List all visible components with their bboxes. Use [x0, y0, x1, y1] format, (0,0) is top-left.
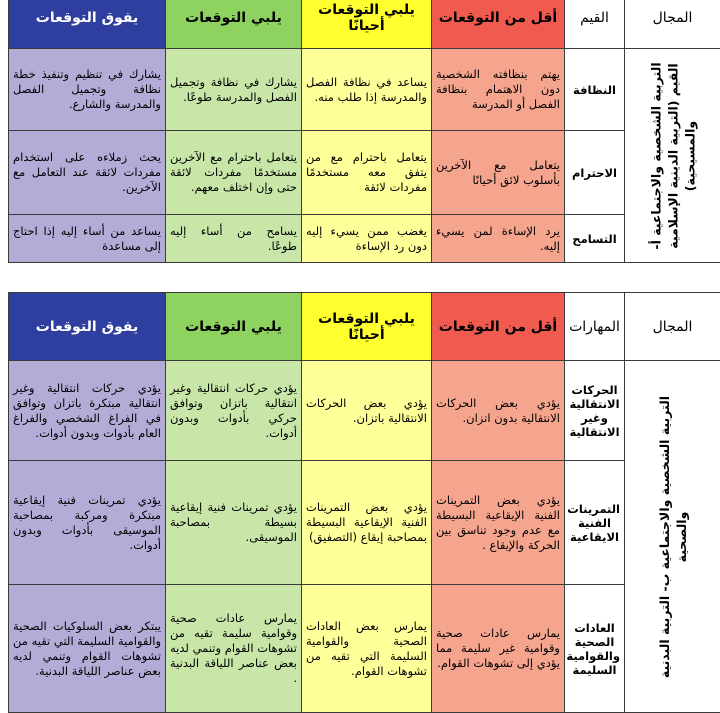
sometimes-cell: يمارس بعض العادات الصحية والقوامية السليمة التي تقيه من تشوهات القوام.	[302, 585, 432, 713]
meets-expectations-header: يلبي التوقعات	[166, 293, 302, 361]
table-row	[9, 461, 720, 585]
physical-education-rubric-table	[8, 292, 720, 713]
skill-cell: التسامح	[565, 215, 625, 263]
exceeds-cell: يؤدي حركات انتقالية وغير انتقالية مبتكرة باتزان وتوافق في الفراغ الشخصي والفراغ العام بأدوات وبدون أدوات.	[9, 361, 166, 461]
skill-cell: العادات الصحية والقوامية السليمة	[565, 585, 625, 713]
sometimes-cell: يتعامل باحترام مع من يتفق معه مستخدمًا مفردات لائقة	[302, 131, 432, 215]
skill-header: القيم	[565, 0, 625, 49]
meets-cell: يمارس عادات صحية وقوامية سليمة تقيه من تشوهات القوام وتنمي لديه بعض عناصر اللياقة البدنية .	[166, 585, 302, 713]
sometimes-cell: يؤدي بعض الحركات الانتقالية باتزان.	[302, 361, 432, 461]
exceeds-cell: يؤدي تمرينات فنية إيقاعية مبتكرة ومركبة بمصاحبة الموسيقى بأدوات وبدون أدوات.	[9, 461, 166, 585]
meets-cell: يتعامل باحترام مع الآخرين مستخدمًا مفردات لائقة حتى وإن اختلف معهم.	[166, 131, 302, 215]
below-cell: يؤدي بعض التمرينات الفنية الإيقاعية البسيطة مع عدم وجود تناسق بين الحركة والإيقاع .	[432, 461, 565, 585]
meets-expectations-header: يلبي التوقعات	[166, 0, 302, 49]
exceeds-cell: يساعد من أساء إليه إذا احتاج إلى مساعدة	[9, 215, 166, 263]
table-row	[9, 585, 720, 713]
values-rubric-table	[8, 0, 720, 263]
domain-header: المجال	[625, 0, 720, 49]
below-expectations-header: أقل من التوقعات	[432, 293, 565, 361]
meets-cell: يشارك في نظافة وتجميل الفصل والمدرسة طوعًا.	[166, 49, 302, 131]
exceeds-expectations-header: يفوق التوقعات	[9, 293, 166, 361]
below-cell: يتعامل مع الآخرين بأسلوب لائق أحيانًا	[432, 131, 565, 215]
table-row	[9, 361, 720, 461]
domain-cell	[625, 49, 720, 263]
below-cell: يمارس عادات صحية وقوامية غير سليمة مما يؤدي إلى تشوهات القوام.	[432, 585, 565, 713]
meets-cell: يؤدي تمرينات فنية إيقاعية بسيطة بمصاحبة الموسيقى.	[166, 461, 302, 585]
below-cell: يرد الإساءة لمن يسيء إليه.	[432, 215, 565, 263]
domain-header: المجال	[625, 293, 720, 361]
exceeds-cell: يحث زملاءه على استخدام مفردات لائقة عند التعامل مع الآخرين.	[9, 131, 166, 215]
meets-cell: يؤدي حركات انتقالية وغير انتقالية باتزان وتوافق حركي بأدوات وبدون أدوات.	[166, 361, 302, 461]
table-row	[9, 49, 720, 131]
skill-cell: النظافة	[565, 49, 625, 131]
header-row	[9, 293, 720, 361]
header-row	[9, 0, 720, 49]
domain-cell	[625, 361, 720, 713]
sometimes-cell: يساعد في نظافة الفصل والمدرسة إذا طلب منه.	[302, 49, 432, 131]
sometimes-cell: يغضب ممن يسيء إليه دون رد الإساءة	[302, 215, 432, 263]
below-cell: يهتم بنظافته الشخصية دون الاهتمام بنظافة الفصل أو المدرسة	[432, 49, 565, 131]
exceeds-cell: يشارك في تنظيم وتنفيذ خطة نظافة وتجميل الفصل والمدرسة والشارع.	[9, 49, 166, 131]
table-row	[9, 215, 720, 263]
skill-cell: الحركات الانتقالية وغير الانتقالية	[565, 361, 625, 461]
skill-header: المهارات	[565, 293, 625, 361]
below-expectations-header: أقل من التوقعات	[432, 0, 565, 49]
sometimes-cell: يؤدي بعض التمرينات الفنية الإيقاعية البسيطة بمصاحبة إيقاع (التصفيق)	[302, 461, 432, 585]
exceeds-cell: يبتكر بعض السلوكيات الصحية والقوامية السليمة التي تقيه من تشوهات القوام وتنمي لديه بعض عناصر اللياقة البدنية.	[9, 585, 166, 713]
table-row	[9, 131, 720, 215]
sometimes-meets-header: يلبي التوقعات أحيانًا	[302, 293, 432, 361]
skill-cell: التمرينات الفنية الايقاعية	[565, 461, 625, 585]
domain-label: التربية الشخصية والاجتماعية أ- القيم (التربية الدينية الإسلامية والمسيحية)	[647, 51, 698, 261]
meets-cell: يسامح من أساء إليه طوعًا.	[166, 215, 302, 263]
skill-cell: الاحترام	[565, 131, 625, 215]
sometimes-meets-header: يلبي التوقعات أحيانًا	[302, 0, 432, 49]
exceeds-expectations-header: يفوق التوقعات	[9, 0, 166, 49]
below-cell: يؤدي بعض الحركات الانتقالية بدون اتزان.	[432, 361, 565, 461]
domain-label: التربية الشخصية والاجتماعية ب- التربية البدنية والصحية	[656, 387, 690, 687]
